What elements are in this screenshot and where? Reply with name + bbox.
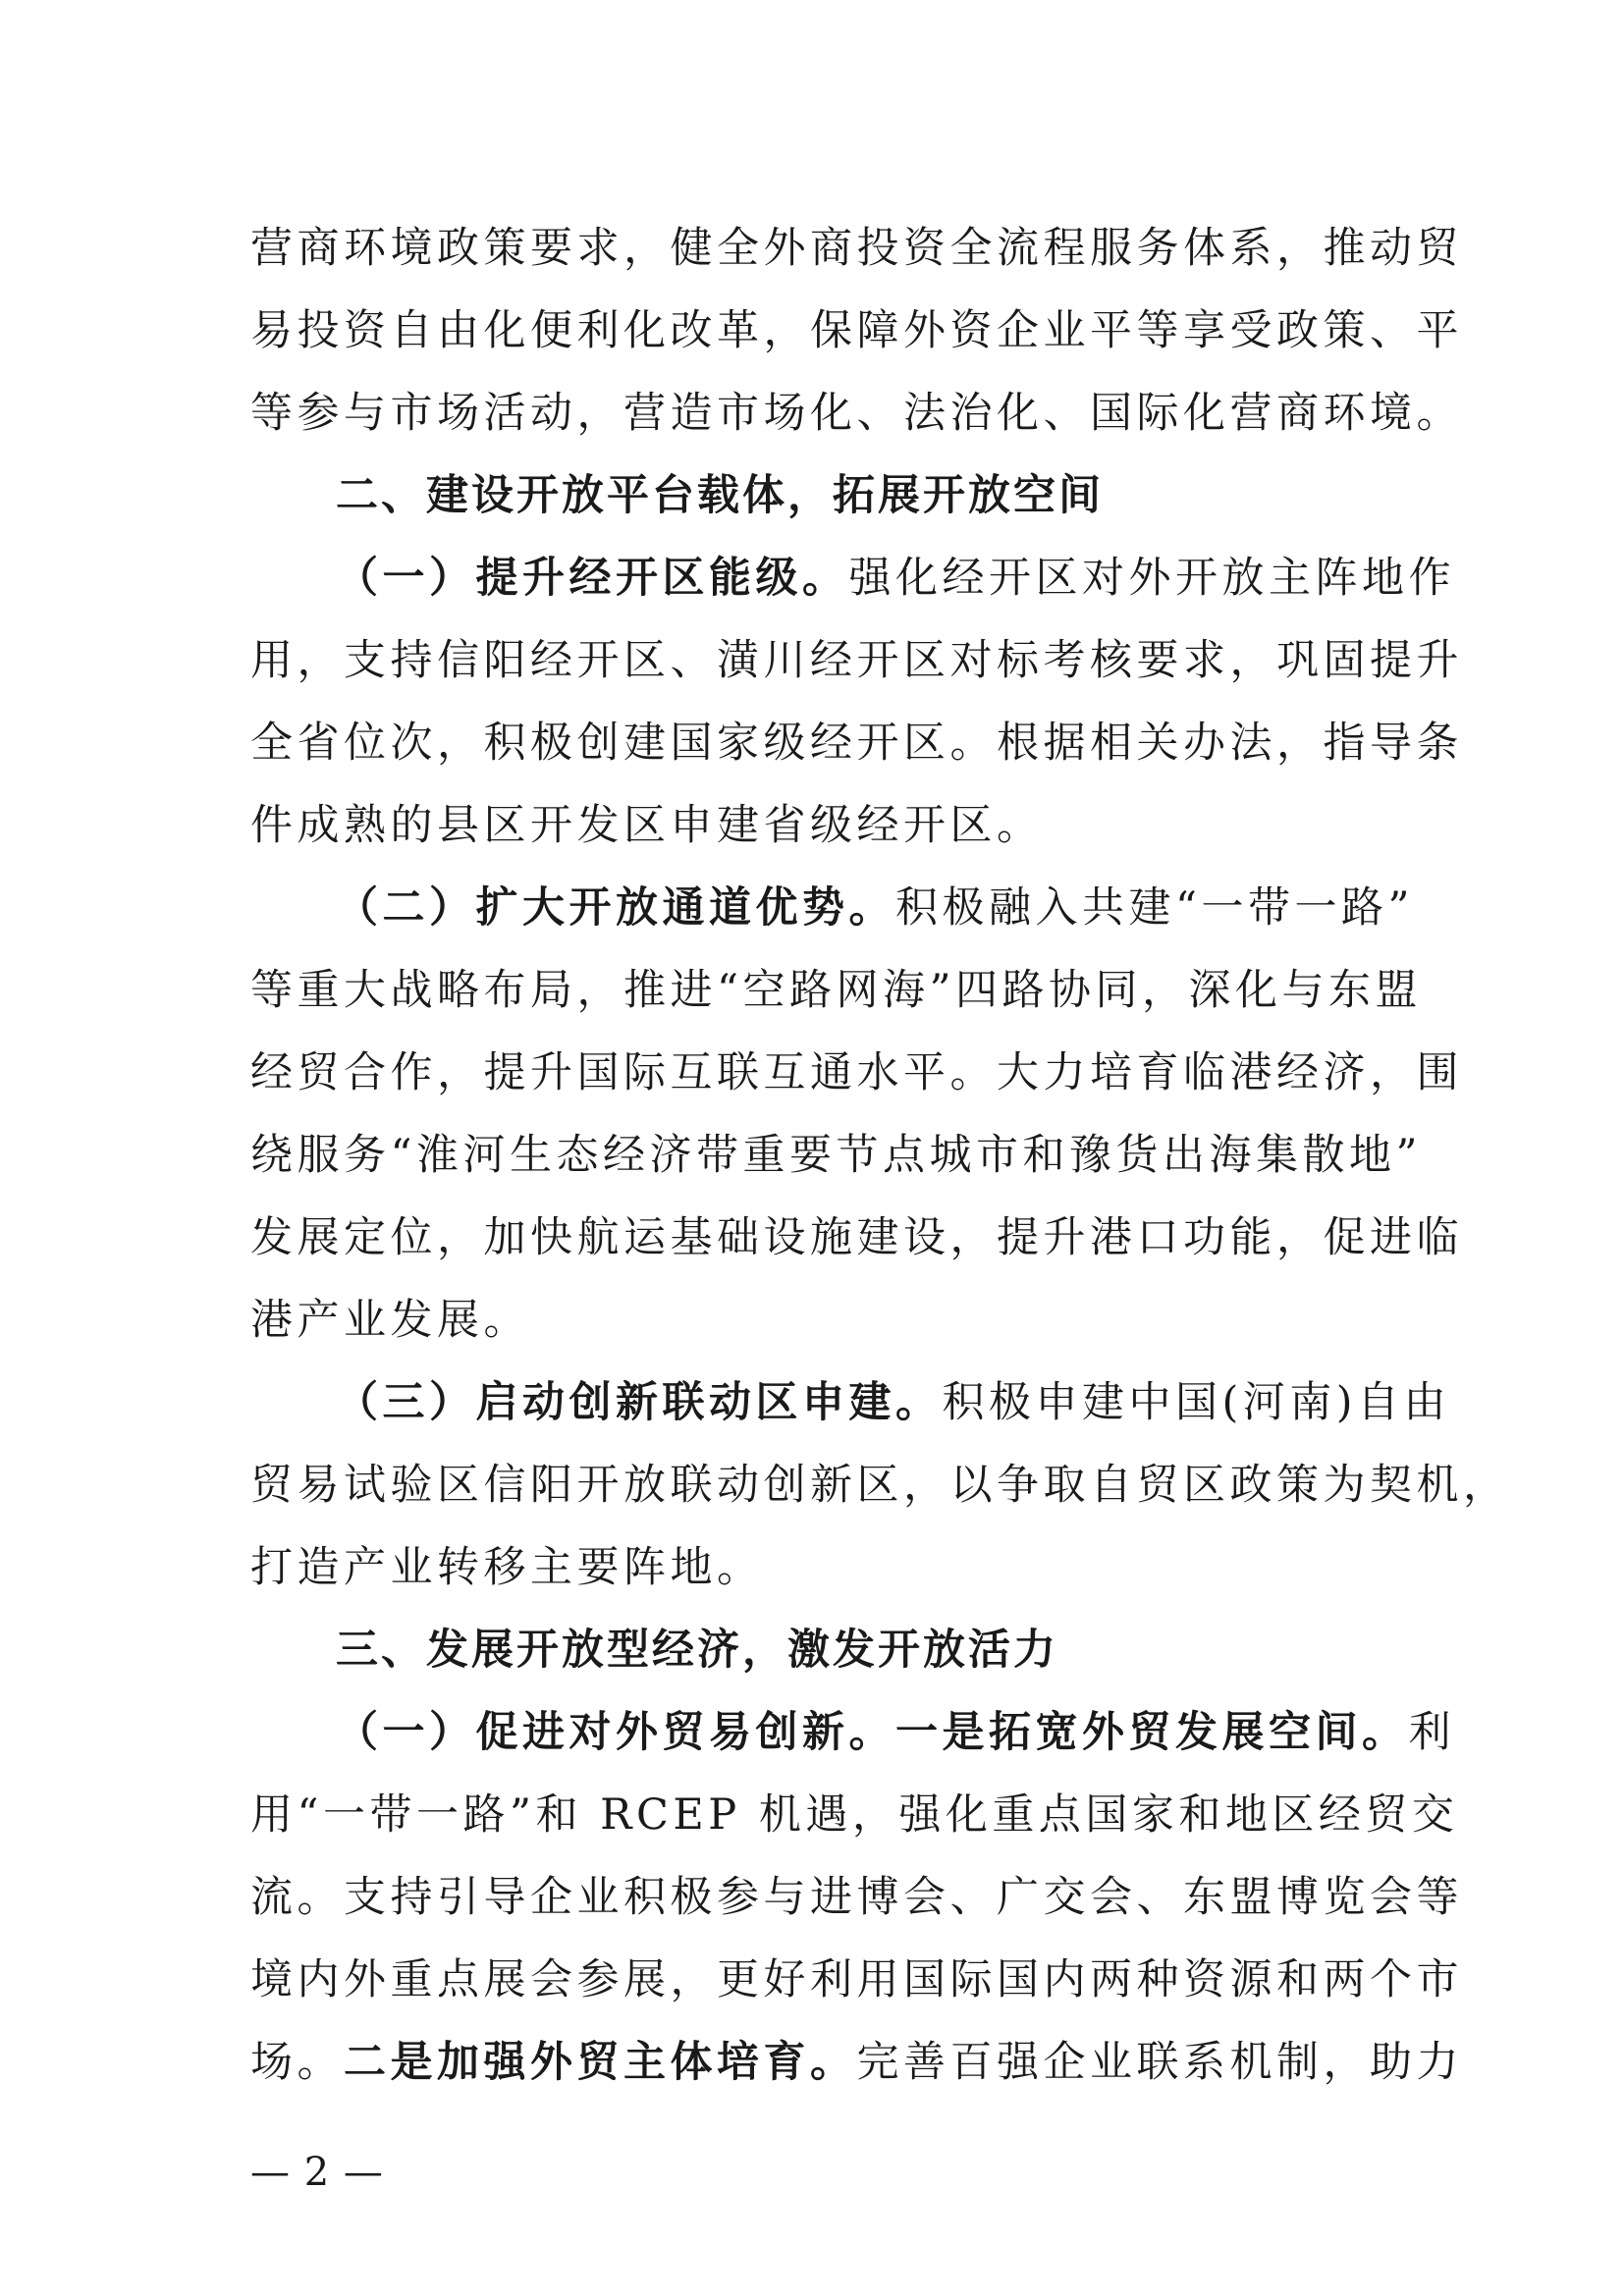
paragraph-line: 流。支持引导企业积极参与进博会、广交会、东盟博览会等 (250, 1873, 1463, 1922)
page-number: — 2 — (250, 2150, 384, 2195)
paragraph-line: 用，支持信阳经开区、潢川经开区对标考核要求，巩固提升 (250, 636, 1463, 685)
paragraph-line: 全省位次，积极创建国家级经开区。根据相关办法，指导条 (250, 719, 1463, 768)
paragraph-line: 件成熟的县区开发区申建省级经开区。 (250, 801, 1044, 850)
paragraph-line: 易投资自由化便利化改革，保障外资企业平等享受政策、平 (250, 306, 1463, 355)
subsection-text: 利 (1408, 1708, 1455, 1757)
subsection-first-line (336, 1703, 1455, 1762)
point-title: 二是加强外贸主体培育。 (344, 2038, 857, 2087)
section-heading: 二、建设开放平台载体，拓展开放空间 (336, 471, 1104, 520)
paragraph-line (250, 2033, 1463, 2092)
section-heading: 三、发展开放型经济，激发开放活力 (336, 1626, 1058, 1675)
paragraph-line: 营商环境政策要求，健全外商投资全流程服务体系，推动贸 (250, 224, 1463, 273)
subsection-first-line (336, 879, 1414, 937)
subsection-text: 积极申建中国(河南)自由 (942, 1378, 1451, 1427)
paragraph-line: 发展定位，加快航运基础设施建设，提升港口功能，促进临 (250, 1213, 1463, 1262)
paragraph-line: 境内外重点展会参展，更好利用国际国内两种资源和两个市 (250, 1955, 1463, 2004)
subsection-title: （一）促进对外贸易创新。 (336, 1708, 895, 1757)
paragraph-line: 打造产业转移主要阵地。 (250, 1543, 764, 1592)
subsection-title: （三）启动创新联动区申建。 (336, 1378, 943, 1427)
paragraph-text: 完善百强企业联系机制，助力 (856, 2038, 1463, 2087)
paragraph-line: 经贸合作，提升国际互联互通水平。大力培育临港经济，围 (250, 1048, 1463, 1097)
subsection-first-line (336, 549, 1455, 608)
subsection-first-line (336, 1373, 1451, 1432)
point-title: 一是拓宽外贸发展空间。 (895, 1708, 1409, 1757)
paragraph-line: 等参与市场活动，营造市场化、法治化、国际化营商环境。 (250, 389, 1463, 438)
paragraph-line: 用“一带一路”和 RCEP 机遇，强化重点国家和地区经贸交 (250, 1790, 1459, 1840)
subsection-text: 积极融入共建“一带一路” (895, 883, 1414, 933)
paragraph-line: 港产业发展。 (250, 1296, 530, 1345)
paragraph-text: 场。 (250, 2038, 344, 2087)
paragraph-line: 绕服务“淮河生态经济带重要节点城市和豫货出海集散地” (250, 1131, 1422, 1180)
paragraph-line: 贸易试验区信阳开放联动创新区，以争取自贸区政策为契机， (250, 1461, 1510, 1510)
paragraph-line: 等重大战略布局，推进“空路网海”四路协同，深化与东盟 (250, 966, 1422, 1015)
subsection-title: （一）提升经开区能级。 (336, 554, 849, 603)
subsection-title: （二）扩大开放通道优势。 (336, 883, 895, 933)
subsection-text: 强化经开区对外开放主阵地作 (848, 554, 1455, 603)
